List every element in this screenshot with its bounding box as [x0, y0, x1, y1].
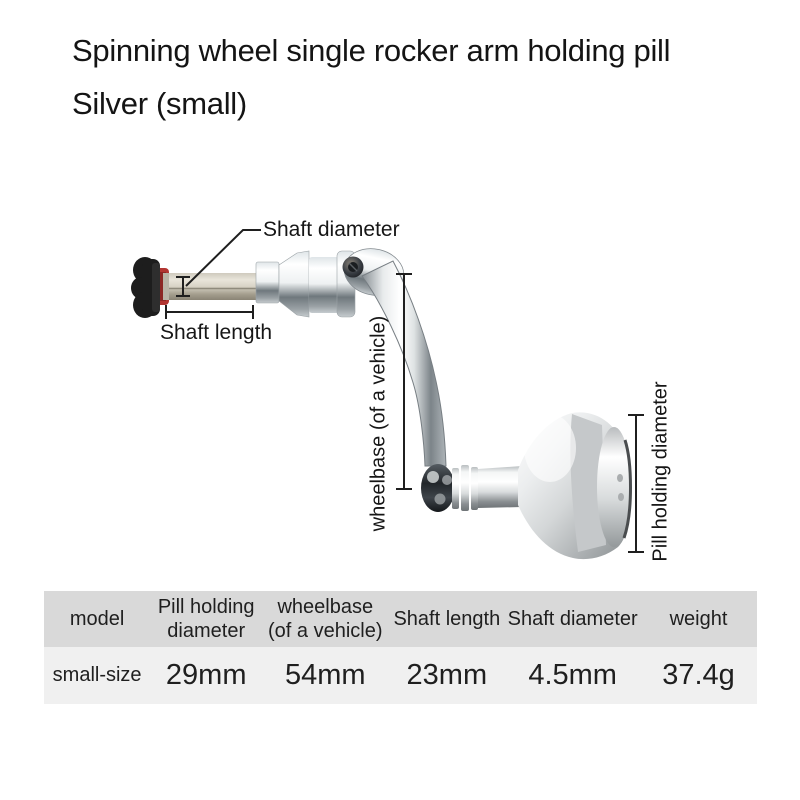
knob-stem — [452, 465, 522, 511]
pivot-screw — [343, 257, 364, 278]
cell-model: small-size — [52, 664, 142, 686]
spec-table-data-row — [44, 647, 757, 704]
lower-joint-nut — [421, 464, 455, 512]
pill-holding-diameter-label: Pill holding diameter — [649, 381, 672, 562]
shaft-length-label: Shaft length — [160, 321, 273, 344]
header-model: model — [69, 608, 125, 630]
product-title-line1: Spinning wheel single rocker arm holding pill — [72, 33, 671, 68]
cell-pill-holding-diameter: 29mm — [165, 659, 247, 691]
header-pill-holding-diameter: Pill holding diameter — [157, 596, 255, 642]
product-title-line2: Silver (small) — [72, 86, 247, 121]
pill-knob — [518, 412, 631, 559]
spec-table-header-row — [44, 591, 757, 647]
header-shaft-diameter: Shaft diameter — [507, 608, 638, 630]
black-knob — [131, 257, 160, 318]
header-weight: weight — [669, 608, 728, 630]
shaft-diameter-label: Shaft diameter — [263, 218, 400, 241]
header-shaft-length: Shaft length — [393, 608, 501, 630]
spec-table — [44, 591, 757, 704]
wheelbase-label: wheelbase (of a vehicle) — [367, 315, 390, 532]
cell-shaft-diameter: 4.5mm — [528, 659, 617, 691]
cell-wheelbase: 54mm — [284, 659, 366, 691]
cell-weight: 37.4g — [662, 659, 735, 691]
cell-shaft-length: 23mm — [406, 659, 488, 691]
header-wheelbase: wheelbase (of a vehicle) — [268, 596, 383, 642]
